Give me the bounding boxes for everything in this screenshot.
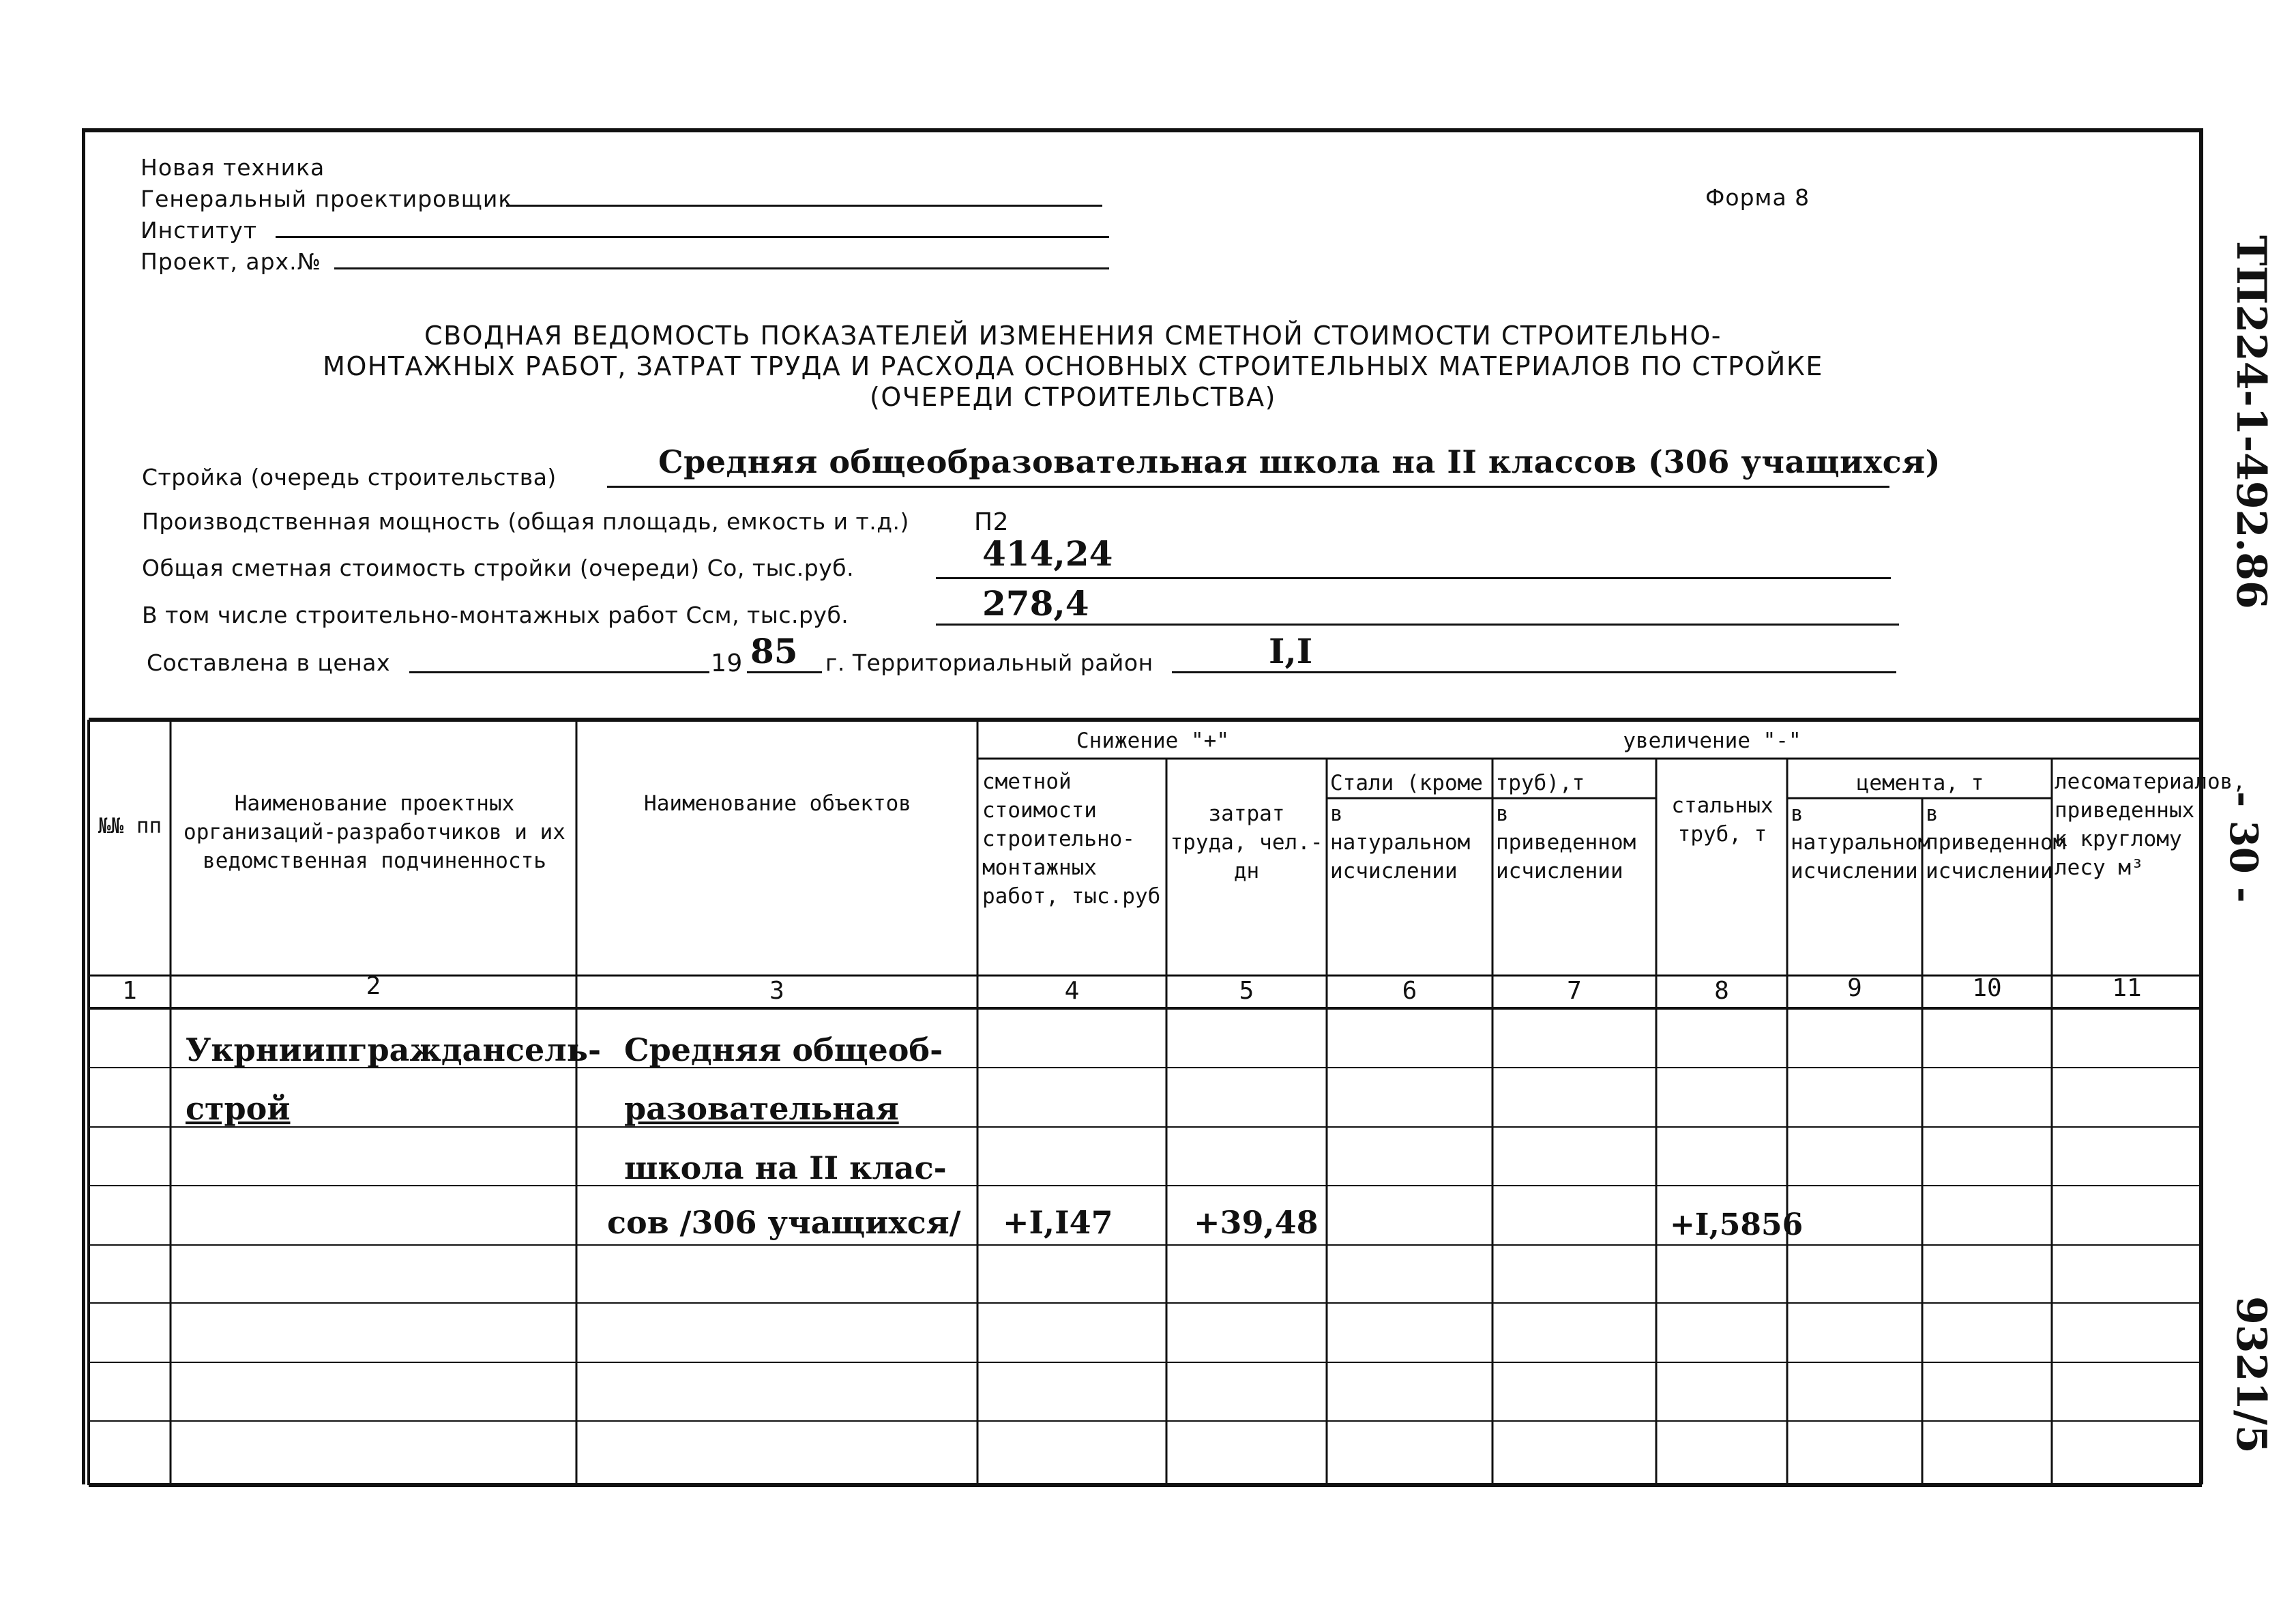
total-cost-label: Общая сметная стоимость стройки (очереди) Со, тыс.руб. — [142, 555, 855, 581]
form-label: Форма 8 — [1705, 184, 1810, 211]
col-header-3: Наименование объектов — [644, 791, 911, 816]
group-increase-label: увеличение "-" — [1623, 729, 1801, 753]
smr-label: В том числе строительно-монтажных работ Ссм, тыс.руб. — [142, 602, 849, 628]
col-header-8: стальных труб, т — [1671, 793, 1773, 847]
object-name-line-4: сов /306 учащихся/ — [607, 1204, 961, 1241]
title-line-2: МОНТАЖНЫХ РАБОТ, ЗАТРАТ ТРУДА И РАСХОДА ОСНОВНЫХ СТРОИТЕЛЬНЫХ МАТЕРИАЛОВ ПО СТРОЙКЕ — [323, 351, 1823, 381]
region-value: I,I — [1269, 631, 1313, 671]
col-number-9: 9 — [1847, 974, 1862, 1002]
group-decrease-label: Снижение "+" — [1076, 729, 1229, 753]
stroika-value: Средняя общеобразовательная школа на II классов (306 учащихся) — [658, 443, 1941, 480]
cement-group-label: цемента, т — [1856, 771, 1984, 795]
col-header-5: затрат труда, чел.-дн — [1170, 802, 1323, 883]
capacity-value: П2 — [974, 508, 1009, 536]
org-name-line-2: строй — [186, 1090, 291, 1127]
steel-group-label: Стали (кроме труб),т — [1330, 771, 1585, 795]
col-header-2: Наименование проектных организаций-разработчиков и их ведомственная подчиненность — [183, 791, 565, 873]
object-name-line-2: разовательная — [624, 1090, 899, 1127]
col-header-7: в приведенном исчислении — [1496, 802, 1636, 883]
col-number-1: 1 — [122, 977, 137, 1005]
capacity-label: Производственная мощность (общая площадь, емкость и т.д.) — [142, 508, 909, 535]
header-new-tech: Новая техника — [141, 154, 325, 181]
col-header-10: в приведенном исчислении — [1926, 802, 2066, 883]
col-number-2: 2 — [366, 972, 381, 1000]
col-number-8: 8 — [1714, 977, 1729, 1005]
col-header-1: №№ пп — [98, 814, 162, 838]
col-header-6: в натуральном исчислении — [1330, 802, 1471, 883]
object-name-line-1: Средняя общеоб- — [624, 1031, 943, 1068]
archive-number: 9321/5 — [2227, 1296, 2275, 1454]
col-number-10: 10 — [1972, 974, 2002, 1002]
document-code: ТП224-1-492.86 — [2227, 235, 2275, 609]
year-prefix: 19 — [711, 649, 743, 677]
col-number-11: 11 — [2112, 974, 2142, 1002]
header-institute: Институт — [141, 217, 258, 244]
labor-change: +39,48 — [1194, 1204, 1319, 1241]
smr-cost-change: +I,I47 — [1003, 1204, 1113, 1241]
total-cost-value: 414,24 — [982, 533, 1113, 574]
col-header-4: сметной стоимости строительно-монтажных работ, тыс.руб — [982, 770, 1161, 909]
org-name-line-1: Укрниипгражданcель- — [186, 1031, 602, 1068]
prices-label: Составлена в ценах — [147, 649, 390, 676]
col-number-3: 3 — [769, 977, 784, 1005]
col-number-6: 6 — [1402, 977, 1417, 1005]
header-general-designer: Генеральный проектировщик — [141, 186, 513, 212]
object-name-line-3: школа на II клас- — [624, 1149, 947, 1186]
year-value: 85 — [750, 631, 798, 671]
pipes-change: +I,5856 — [1670, 1207, 1804, 1242]
col-header-9: в натуральном исчислении — [1791, 802, 1931, 883]
col-header-11: лесоматериалов, приведенных к круглому лесу м³ — [2055, 770, 2246, 880]
stroika-label: Стройка (очередь строительства) — [142, 464, 557, 490]
title-line-1: СВОДНАЯ ВЕДОМОСТЬ ПОКАЗАТЕЛЕЙ ИЗМЕНЕНИЯ СМЕТНОЙ СТОИМОСТИ СТРОИТЕЛЬНО- — [424, 321, 1722, 351]
col-number-7: 7 — [1567, 977, 1582, 1005]
col-number-4: 4 — [1064, 977, 1080, 1005]
region-label: г. Территориальный район — [825, 649, 1153, 676]
col-number-5: 5 — [1239, 977, 1254, 1005]
page-number: - 30 - — [2221, 791, 2266, 903]
title-line-3: (ОЧЕРЕДИ СТРОИТЕЛЬСТВА) — [870, 382, 1276, 412]
header-project: Проект, арх.№ — [141, 248, 321, 275]
smr-value: 278,4 — [982, 583, 1089, 624]
